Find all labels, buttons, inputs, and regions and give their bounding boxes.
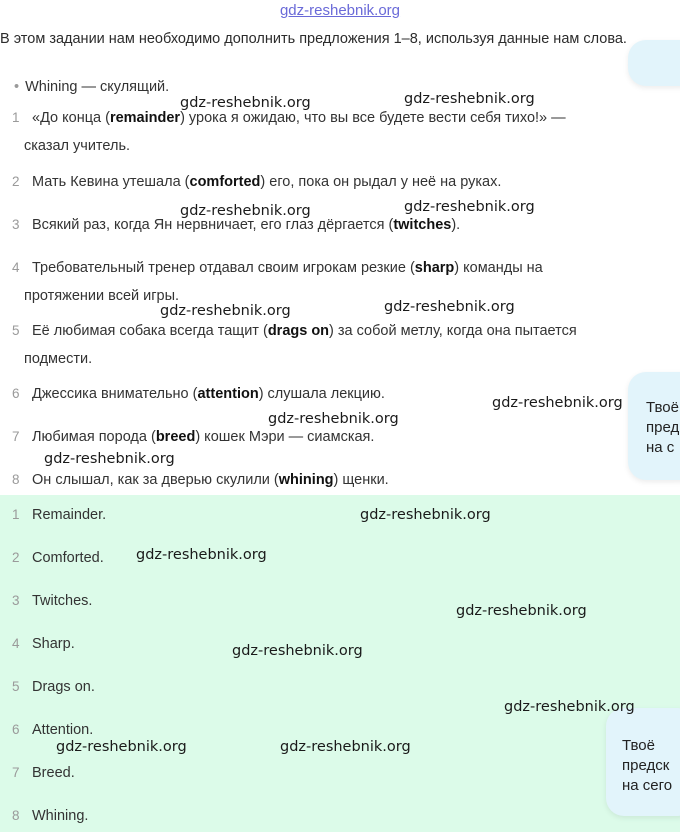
watermark: gdz-reshebnik.org xyxy=(384,299,515,315)
task-number: 3 xyxy=(12,217,20,232)
task-word: comforted xyxy=(189,174,261,190)
task-word: breed xyxy=(155,429,196,445)
task-item: 4 Требовательный тренер отдавал своим игрокам резкие (sharp) команды на протяжении всей игры. xyxy=(12,254,642,310)
answer-item: 3 Twitches. xyxy=(12,593,93,609)
answer-item: 2 Comforted. xyxy=(12,550,104,566)
watermark: gdz-reshebnik.org xyxy=(180,203,311,219)
site-title[interactable]: gdz-reshebnik.org xyxy=(279,2,401,19)
task-item: 3 Всякий раз, когда Ян нервничает, его глаз дёргается (twitches). xyxy=(12,211,642,239)
watermark: gdz-reshebnik.org xyxy=(504,699,635,715)
watermark: gdz-reshebnik.org xyxy=(136,547,267,563)
watermark: gdz-reshebnik.org xyxy=(44,451,175,467)
watermark: gdz-reshebnik.org xyxy=(232,643,363,659)
task-word: attention xyxy=(197,386,259,402)
side-card-mid[interactable]: Твоё пред на с xyxy=(628,372,680,480)
word-bullet xyxy=(14,79,169,95)
answer-number: 5 xyxy=(12,679,20,694)
answer-number: 6 xyxy=(12,722,20,737)
answer-item: 4 Sharp. xyxy=(12,636,75,652)
answer-item: 8 Whining. xyxy=(12,808,89,824)
task-number: 8 xyxy=(12,472,20,487)
answer-item: 6 Attention. xyxy=(12,722,94,738)
task-item: 6 Джессика внимательно (attention) слушала лекцию. xyxy=(12,380,642,408)
task-word: drags on xyxy=(267,323,330,339)
answer-number: 4 xyxy=(12,636,20,651)
side-card-top[interactable] xyxy=(628,40,680,86)
answer-item: 5 Drags on. xyxy=(12,679,95,695)
watermark: gdz-reshebnik.org xyxy=(56,739,187,755)
watermark: gdz-reshebnik.org xyxy=(404,91,535,107)
watermark: gdz-reshebnik.org xyxy=(456,603,587,619)
answer-number: 1 xyxy=(12,507,20,522)
task-word: remainder xyxy=(109,110,181,126)
watermark: gdz-reshebnik.org xyxy=(280,739,411,755)
answer-item: 7 Breed. xyxy=(12,765,75,781)
task-number: 5 xyxy=(12,323,20,338)
watermark: gdz-reshebnik.org xyxy=(180,95,311,111)
bullet-dot-icon: • xyxy=(14,79,20,95)
answer-number: 7 xyxy=(12,765,20,780)
side-card-bottom[interactable]: Твоё предск на сего xyxy=(606,708,680,816)
answer-item: 1 Remainder. xyxy=(12,507,107,523)
watermark: gdz-reshebnik.org xyxy=(492,395,623,411)
watermark: gdz-reshebnik.org xyxy=(268,411,399,427)
task-intro: В этом задании нам необходимо дополнить предложения 1–8, используя данные нам слова. xyxy=(0,31,627,47)
task-number: 1 xyxy=(12,110,20,125)
task-item: 7 Любимая порода (breed) кошек Мэри — сиамская. xyxy=(12,423,642,451)
task-number: 2 xyxy=(12,174,20,189)
task-number: 4 xyxy=(12,260,20,275)
answer-number: 8 xyxy=(12,808,20,823)
answer-number: 2 xyxy=(12,550,20,565)
task-number: 7 xyxy=(12,429,20,444)
task-item: 8 Он слышал, как за дверью скулили (whining) щенки. xyxy=(12,466,642,494)
answer-number: 3 xyxy=(12,593,20,608)
watermark: gdz-reshebnik.org xyxy=(360,507,491,523)
watermark: gdz-reshebnik.org xyxy=(160,303,291,319)
task-word: twitches xyxy=(393,217,452,233)
task-item: 5 Её любимая собака всегда тащит (drags on) за собой метлу, когда она пытается подмести. xyxy=(12,317,642,373)
task-item: 1 «До конца (remainder) урока я ожидаю, что вы все будете вести себя тихо!» — сказал учитель. xyxy=(12,104,642,160)
answers-panel xyxy=(0,495,680,832)
task-word: sharp xyxy=(414,260,455,276)
task-number: 6 xyxy=(12,386,20,401)
task-item: 2 Мать Кевина утешала (comforted) его, пока он рыдал у неё на руках. xyxy=(12,168,642,196)
task-word: whining xyxy=(278,472,334,488)
watermark: gdz-reshebnik.org xyxy=(404,199,535,215)
word-bullet-text: Whining — скулящий. xyxy=(25,79,170,95)
